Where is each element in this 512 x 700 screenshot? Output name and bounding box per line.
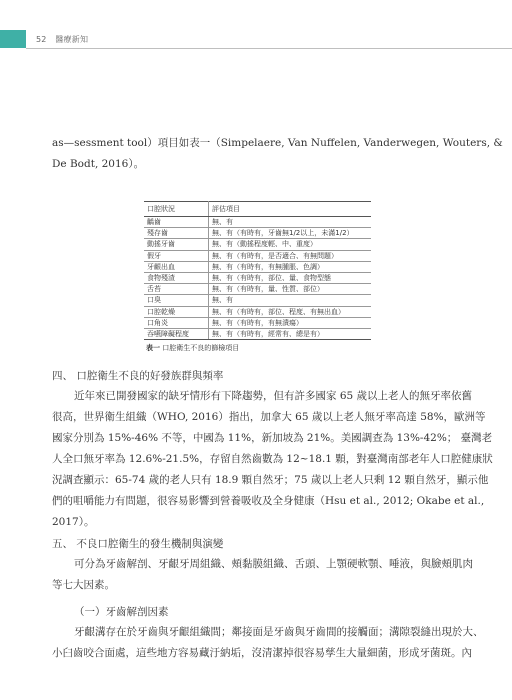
table-cell: 無、有（有時有，經常有、總是有）	[209, 328, 372, 339]
table-cell: 無、有（有時有，有無潰瘍）	[209, 317, 372, 328]
table-cell: 無、有	[209, 295, 372, 306]
subsection-1-paragraph	[52, 622, 484, 664]
table-cell: 口臭	[144, 295, 209, 306]
paragraph-line: 很高，世界衛生組織（WHO, 2016）指出，加拿大 65 歲以上老人無牙率高達 58%，歐洲等	[52, 411, 486, 423]
table-cell: 假牙	[144, 250, 209, 261]
table-row	[144, 217, 371, 228]
table-cell: 食物殘渣	[144, 272, 209, 283]
paragraph-line: 況調查顯示：65-74 歲的老人只有 18.9 顆自然牙；75 歲以上老人只剩 12 顆自然牙，顯示他	[52, 474, 489, 486]
table-row	[144, 284, 371, 295]
intro-line-2: De Bodt, 2016）。	[52, 158, 145, 170]
section-4-heading: 四、 口腔衛生不良的好發族群與頻率	[52, 370, 224, 382]
table-row	[144, 228, 371, 239]
table-row	[144, 272, 371, 283]
table-cell: 無、有（有時有，有無腫脹、色調）	[209, 261, 372, 272]
paragraph-line: 等七大因素。	[52, 579, 115, 591]
table-cell: 無、有	[209, 217, 372, 228]
table-row	[144, 295, 371, 306]
table-cell: 口角炎	[144, 317, 209, 328]
page-number: 52	[36, 35, 47, 44]
table-caption-text: 口腔衛生不良的篩檢項目	[162, 344, 240, 353]
table-caption-label: 表一	[146, 344, 160, 353]
subsection-1-heading: （一）牙齒解剖因素	[74, 606, 169, 618]
section-4-paragraph	[52, 386, 493, 533]
header-rule	[26, 48, 512, 49]
table-cell: 殘存齒	[144, 228, 209, 239]
table-cell: 吞嚥障礙程度	[144, 328, 209, 339]
table-cell: 無、有（有時有，部位、量、食物型態	[209, 272, 372, 283]
paragraph-line: 人全口無牙率為 12.6%-21.5%，存留自然齒數為 12~18.1 顆，對臺灣南部老年人口腔健康狀	[52, 453, 493, 465]
table-cell: 齲齒	[144, 217, 209, 228]
paragraph-line: 牙齦溝存在於牙齒與牙齦組織間；鄰接面是牙齒與牙齒間的接觸面；溝隙裂縫出現於大、	[74, 626, 484, 638]
section-5-paragraph	[52, 554, 472, 596]
table-header-condition: 口腔狀況	[144, 202, 209, 217]
paragraph-line: 國家分別為 15%-46% 不等，中國為 11%，新加坡為 21%。美國調查為 13%-42%； 臺灣老	[52, 432, 493, 444]
table-cell: 無、有（有時有，牙齒無1/2以上，未滿1/2）	[209, 228, 372, 239]
table-row	[144, 239, 371, 250]
intro-line-1: as—sessment tool）項目如表一（Simpelaere, Van Nuffelen, Vanderwegen, Wouters, &	[52, 137, 503, 149]
section-5-heading: 五、 不良口腔衛生的發生機制與演變	[52, 538, 224, 550]
paragraph-line: 2017）。	[52, 516, 95, 528]
screening-table	[144, 201, 371, 340]
table-cell: 無、有（有時有，量、性質、部位）	[209, 284, 372, 295]
table-cell: 無、有（動搖程度輕、中、重度）	[209, 239, 372, 250]
table-cell: 動搖牙齒	[144, 239, 209, 250]
journal-title: 醫療新知	[55, 35, 89, 44]
table-row	[144, 306, 371, 317]
table-header-items: 評估項目	[209, 202, 372, 217]
table-cell: 無、有（有時有，部位、程度、有無出血）	[209, 306, 372, 317]
header-color-band	[0, 30, 26, 48]
table-cell: 無、有（有時有，是否適合、有無問題）	[209, 250, 372, 261]
running-header	[36, 34, 88, 45]
paragraph-line: 們的咀嚼能力有問題，很容易影響到營養吸收及全身健康（Hsu et al., 2012; Okabe et al.,	[52, 495, 485, 507]
paragraph-line: 近年來已開發國家的缺牙情形有下降趨勢，但有許多國家 65 歲以上老人的無牙率依舊	[74, 390, 473, 402]
table-cell: 舌苔	[144, 284, 209, 295]
table-row	[144, 328, 371, 339]
table-row	[144, 317, 371, 328]
table-cell: 牙齦出血	[144, 261, 209, 272]
table-row	[144, 261, 371, 272]
table-caption	[144, 343, 371, 353]
screening-table-figure	[144, 201, 371, 353]
intro-paragraph	[52, 133, 503, 175]
table-row	[144, 250, 371, 261]
paragraph-line: 可分為牙齒解剖、牙齦牙周組織、頰黏膜組織、舌頭、上顎硬軟顎、唾液，與臉頰肌肉	[74, 558, 473, 570]
table-cell: 口腔乾燥	[144, 306, 209, 317]
paragraph-line: 小臼齒咬合面處，這些地方容易藏汙納垢，沒清潔掉很容易孳生大量細菌，形成牙菌斑。內	[52, 647, 472, 659]
table-header-row	[144, 202, 371, 217]
